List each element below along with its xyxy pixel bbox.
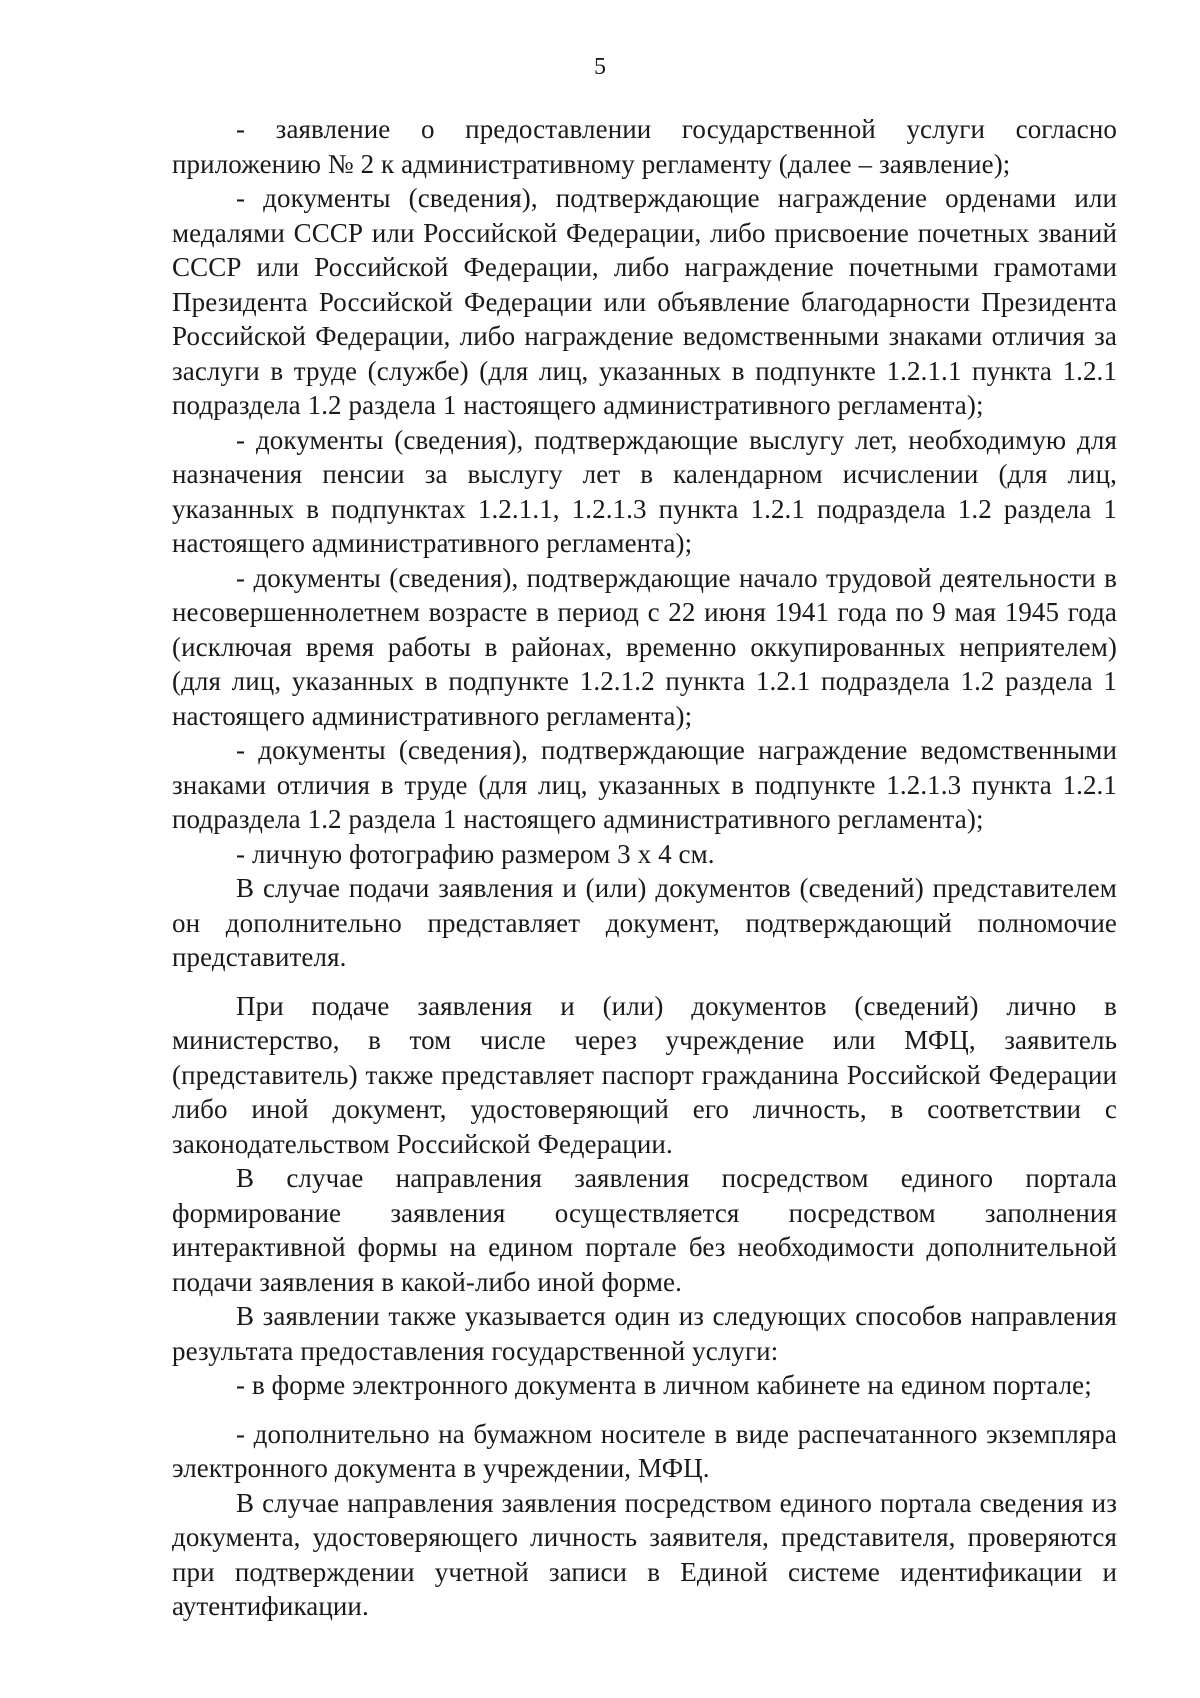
paragraph-in-person-submission: При подаче заявления и (или) документов (сведений) лично в министерство, в том числе через учреждение или МФЦ, заявитель (представитель) также представляет паспорт гражданина Российской Федерации либо иной документ, удостоверяющий его личность, в соответствии с законодательством Российской Федерации. (172, 990, 1117, 1159)
paragraph-representative: В случае подачи заявления и (или) документов (сведений) представителем он дополнительно представляет документ, подтверждающий полномочие представителя. (172, 873, 1117, 972)
page-number: 5 (594, 54, 606, 80)
paragraph-departmental-insignia-documents: - документы (сведения), подтверждающие награждение ведомственными знаками отличия в труде (для лиц, указанных в подпункте 1.2.1.3 пункта 1.2.1 подраздела 1.2 раздела 1 настоящего административного регламента); (172, 735, 1117, 834)
document-body (172, 112, 1117, 1624)
paragraph-paper-copy: - дополнительно на бумажном носителе в виде распечатанного экземпляра электронного документа в учреждении, МФЦ. (172, 1418, 1117, 1483)
paragraph-result-delivery-methods: В заявлении также указывается один из следующих способов направления результата предоставления государственной услуги: (172, 1301, 1117, 1366)
paragraph-electronic-document: - в форме электронного документа в личном кабинете на едином портале; (236, 1370, 1092, 1400)
paragraph-identity-verification: В случае направления заявления посредством единого портала сведения из документа, удостоверяющего личность заявителя, представителя, проверяются при подтверждении учетной записи в Единой системе идентификации и аутентификации. (172, 1487, 1117, 1621)
paragraph-application: - заявление о предоставлении государственной услуги согласно приложению № 2 к административному регламенту (далее – заявление); (172, 114, 1117, 179)
paragraph-portal-submission: В случае направления заявления посредством единого портала формирование заявления осуществляется посредством заполнения интерактивной формы на едином портале без необходимости дополнительной подачи заявления в какой-либо иной форме. (172, 1163, 1117, 1297)
paragraph-awards-documents: - документы (сведения), подтверждающие награждение орденами или медалями СССР или Российской Федерации, либо присвоение почетных званий СССР или Российской Федерации, либо награждение почетными грамотами Президента Российской Федерации или объявление благодарности Президента Российской Федерации, либо награждение ведомственными знаками отличия за заслуги в труде (службе) (для лиц, указанных в подпункте 1.2.1.1 пункта 1.2.1 подраздела 1.2 раздела 1 настоящего административного регламента); (172, 183, 1117, 420)
paragraph-service-length-documents: - документы (сведения), подтверждающие выслугу лет, необходимую для назначения пенсии за выслугу лет в календарном исчислении (для лиц, указанных в подпунктах 1.2.1.1, 1.2.1.3 пункта 1.2.1 подраздела 1.2 раздела 1 настоящего административного регламента); (172, 424, 1117, 558)
paragraph-photo: - личную фотографию размером 3 х 4 см. (236, 838, 715, 869)
paragraph-wartime-labor-documents: - документы (сведения), подтверждающие начало трудовой деятельности в несовершеннолетнем возрасте в период с 22 июня 1941 года по 9 мая 1945 года (исключая время работы в районах, временно оккупированных неприятелем) (для лиц, указанных в подпункте 1.2.1.2 пункта 1.2.1 подраздела 1.2 раздела 1 настоящего административного регламента); (172, 562, 1117, 731)
